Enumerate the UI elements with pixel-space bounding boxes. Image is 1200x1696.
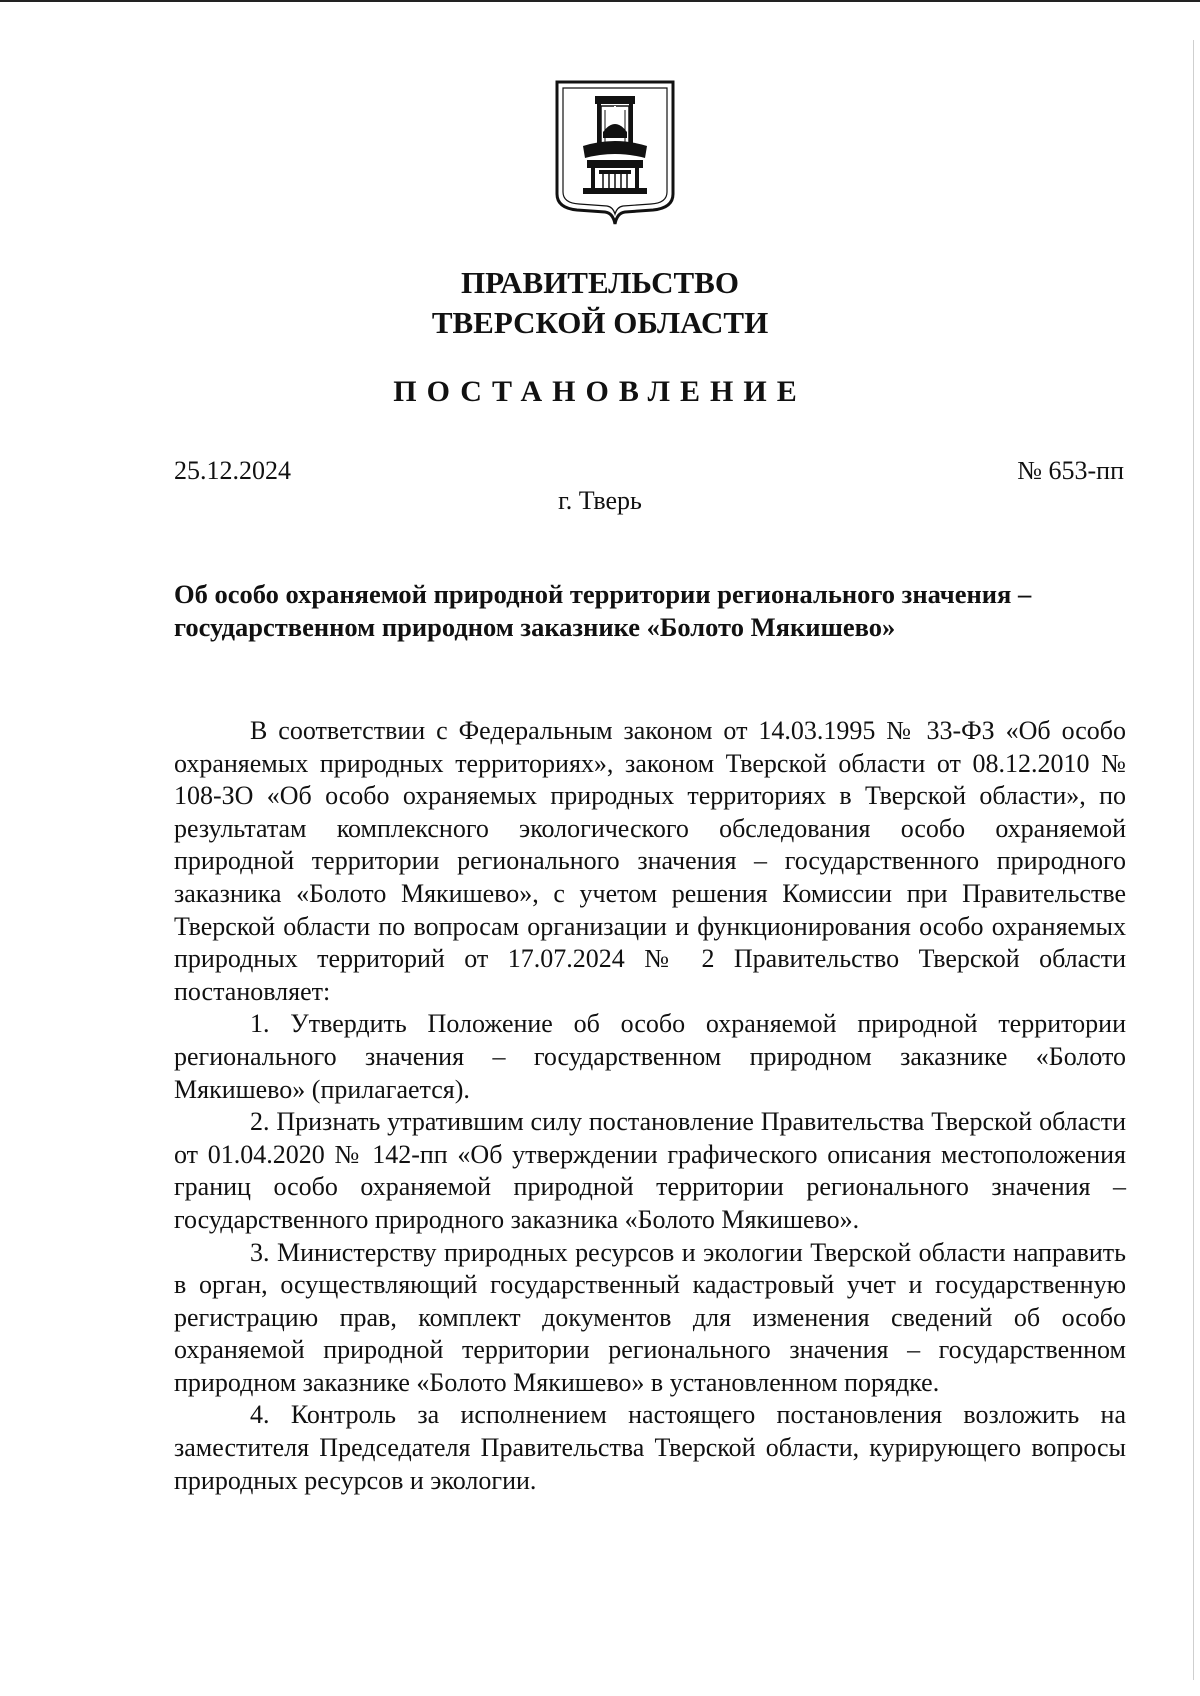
decree-number: № 653-пп bbox=[1017, 456, 1124, 485]
decree-item-2: 2. Признать утратившим силу постановление Правительства Тверской области от 01.04.2020 № 142-пп «Об утверждении графического описания местоположения границ особо охраняемой природной территории регионального значения – государственного природного заказника «Болото Мякишево». bbox=[174, 1107, 1126, 1234]
government-name-line2: ТВЕРСКОЙ ОБЛАСТИ bbox=[431, 305, 769, 340]
decree-date: 25.12.2024 bbox=[174, 456, 291, 485]
decree-item-1: 1. Утвердить Положение об особо охраняемой природной территории регионального значения – государственном природном заказнике «Болото Мякишево» (прилагается). bbox=[174, 1009, 1126, 1104]
decree-title: ПОСТАНОВЛЕНИЕ bbox=[393, 375, 807, 408]
decree-body bbox=[174, 715, 1126, 1497]
decree-item-4: 4. Контроль за исполнением настоящего постановления возложить на заместителя Председателя Правительства Тверской области, курирующего вопросы природных ресурсов и экологии. bbox=[174, 1400, 1126, 1495]
coat-of-arms-icon bbox=[553, 76, 677, 232]
decree-city: г. Тверь bbox=[558, 486, 642, 515]
decree-subject: Об особо охраняемой природной территории регионального значения – государственном природном заказнике «Болото Мякишево» bbox=[174, 579, 1032, 642]
government-name-line1: ПРАВИТЕЛЬСТВО bbox=[461, 265, 739, 300]
preamble-paragraph: В соответствии с Федеральным законом от 14.03.1995 № 33-ФЗ «Об особо охраняемых природных территориях», законом Тверской области от 08.12.2010 № 108-ЗО «Об особо охраняемых природных территориях в Тверской области», по результатам комплексного экологического обследования особо охраняемой природной территории регионального значения – государственного природного заказника «Болото Мякишево», с учетом решения Комиссии при Правительстве Тверской области по вопросам организации и функционирования особо охраняемых природных территорий от 17.07.2024 № 2 Правительство Тверской области постановляет: bbox=[174, 716, 1126, 1006]
top-border bbox=[0, 0, 1200, 2]
decree-item-3: 3. Министерству природных ресурсов и экологии Тверской области направить в орган, осуществляющий государственный кадастровый учет и государственную регистрацию прав, комплект документов для изменения сведений об особо охраняемой природной территории регионального значения – государственном природном заказнике «Болото Мякишево» в установленном порядке. bbox=[174, 1237, 1126, 1397]
